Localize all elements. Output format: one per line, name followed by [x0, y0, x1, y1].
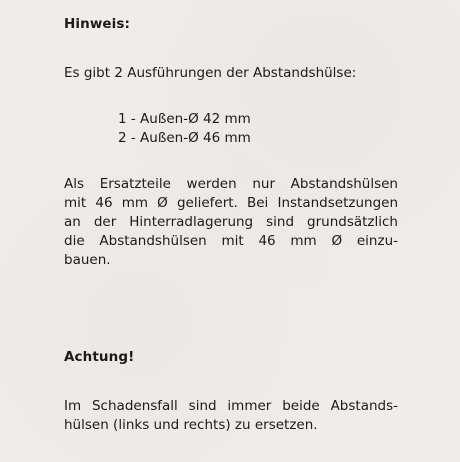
variant-list	[118, 110, 251, 148]
intro-paragraph: Es gibt 2 Ausführungen der Abstandshülse:	[64, 65, 357, 81]
ersatzteile-line-1: Als Ersatzteile werden nur Abstandshülsen	[64, 176, 398, 192]
schadensfall-line-2: hülsen (links und rechts) zu ersetzen.	[64, 417, 318, 433]
ersatzteile-line-4: die Abstandshülsen mit 46 mm Ø einzu-	[64, 233, 398, 249]
hinweis-heading: Hinweis:	[64, 16, 131, 32]
ersatzteile-paragraph	[64, 175, 398, 270]
achtung-heading: Achtung!	[64, 349, 135, 365]
ersatzteile-line-5: bauen.	[64, 252, 111, 268]
schadensfall-paragraph	[64, 397, 398, 435]
ersatzteile-line-3: an der Hinterradlagerung sind grundsätzlich	[64, 214, 398, 230]
schadensfall-line-1: Im Schadensfall sind immer beide Abstands-	[64, 398, 398, 414]
variant-item-2: 2 - Außen-Ø 46 mm	[118, 130, 251, 146]
ersatzteile-line-2: mit 46 mm Ø geliefert. Bei Instandsetzungen	[64, 195, 398, 211]
variant-item-1: 1 - Außen-Ø 42 mm	[118, 111, 251, 127]
